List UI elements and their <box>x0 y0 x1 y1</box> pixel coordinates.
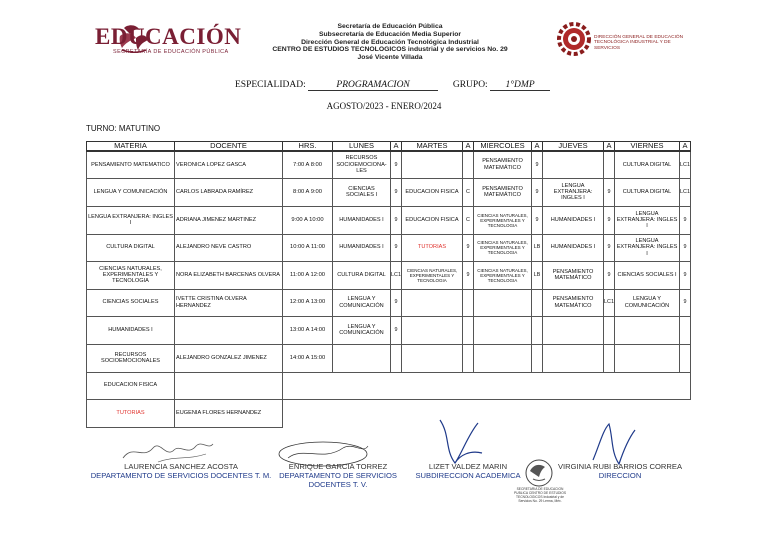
cell-miercoles: PENSAMIENTO MATEMÁTICO <box>474 178 532 206</box>
header-line: Secretaría de Educación Pública <box>337 23 443 30</box>
cell-aula: 9 <box>391 178 402 206</box>
cell-jueves: HUMANIDADES I <box>543 234 604 261</box>
cell-jueves <box>543 316 604 344</box>
sep-logo-subtitle: SECRETARÍA DE EDUCACIÓN PÚBLICA <box>113 49 229 55</box>
cell-aula <box>680 344 691 372</box>
shift-label: TURNO: MATUTINO <box>86 124 161 133</box>
table-row <box>87 151 691 178</box>
cell-hrs: 8:00 A 9:00 <box>283 178 333 206</box>
cell-viernes <box>615 316 680 344</box>
cell-lunes: LENGUA Y COMUNICACIÓN <box>333 316 391 344</box>
especialidad-label: ESPECIALIDAD: <box>235 80 306 90</box>
cell-aula <box>532 344 543 372</box>
signer-name: LAURENCIA SANCHEZ ACOSTA <box>124 462 238 471</box>
cell-materia: HUMANIDADES I <box>87 316 175 344</box>
cell-aula <box>463 151 474 178</box>
col-header: DOCENTE <box>175 142 283 152</box>
cell-docente: VERONICA LOPEZ GASCA <box>175 151 283 178</box>
cell-aula: LB <box>532 234 543 261</box>
cell-materia: LENGUA EXTRANJERA: INGLES I <box>87 206 175 234</box>
cell-aula: 9 <box>391 289 402 316</box>
cell-lunes: LENGUA Y COMUNICACIÓN <box>333 289 391 316</box>
cell-docente: NORA ELIZABETH BARCENAS OLVERA <box>175 261 283 289</box>
cell-aula <box>463 289 474 316</box>
cell-jueves: PENSAMIENTO MATEMÁTICO <box>543 261 604 289</box>
cell-miercoles: PENSAMIENTO MATEMÁTICO <box>474 151 532 178</box>
cell-materia: PENSAMIENTO MATEMATICO <box>87 151 175 178</box>
col-header: VIERNES <box>615 142 680 152</box>
signer-dept: DEPARTAMENTO DE SERVICIOS DOCENTES T. M. <box>90 471 272 480</box>
cell-hrs: 7:00 A 8:00 <box>283 151 333 178</box>
signature-block <box>556 462 684 480</box>
cell-aula: 9 <box>680 289 691 316</box>
cell-materia: CULTURA DIGITAL <box>87 234 175 261</box>
cell-aula: LC1 <box>391 261 402 289</box>
cell-aula: 9 <box>532 206 543 234</box>
cell-lunes: HUMANIDADES I <box>333 206 391 234</box>
cell-aula: C <box>463 206 474 234</box>
cell-jueves <box>543 344 604 372</box>
signer-dept: DEPARTAMENTO DE SERVICIOS DOCENTES T. V. <box>279 471 397 489</box>
cell-martes: CIENCIAS NATURALES, EXPERIMENTALES Y TECNOLOGIA <box>402 261 463 289</box>
cell-aula: 9 <box>680 261 691 289</box>
cell-aula: 9 <box>604 178 615 206</box>
signature-block <box>86 462 276 480</box>
signer-dept: DIRECCION <box>598 471 642 480</box>
cell-hrs: 12:00 A 13:00 <box>283 289 333 316</box>
seal-text: SECRETARIA DE EDUCACION PUBLICA CENTRO DE ESTUDIOS TECNOLOGICOS Industrial y de Servicios No. 29 Lerma, Méx. <box>513 487 567 503</box>
signer-dept: SUBDIRECCION ACADEMICA <box>415 471 521 480</box>
cell-docente: IVETTE CRISTINA OLVERA HERNANDEZ <box>175 289 283 316</box>
cell-aula: 9 <box>391 206 402 234</box>
header-line: Dirección General de Educación Tecnológica Industrial <box>301 38 479 46</box>
cell-aula: LB <box>532 261 543 289</box>
cell-aula: 9 <box>680 234 691 261</box>
dgeti-text: DIRECCIÓN GENERAL DE EDUCACIÓN TECNOLÓGICA INDUSTRIAL Y DE SERVICIOS <box>594 35 684 51</box>
signer-name: LIZET VALDEZ MARIN <box>428 462 508 471</box>
cell-aula: LC1 <box>680 151 691 178</box>
cell-miercoles <box>474 316 532 344</box>
table-row <box>87 372 691 399</box>
school-period: AGOSTO/2023 - ENERO/2024 <box>326 101 442 111</box>
cell-aula: LC1 <box>604 289 615 316</box>
col-header: MIERCOLES <box>474 142 532 152</box>
cell-hrs: 14:00 A 15:00 <box>283 344 333 372</box>
cell-docente: ADRIANA JIMENEZ MARTINEZ <box>175 206 283 234</box>
header-line: Subsecretaría de Educación Media Superior <box>318 30 462 38</box>
cell-jueves: LENGUA EXTRANJERA: INGLES I <box>543 178 604 206</box>
cell-hrs: 10:00 A 11:00 <box>283 234 333 261</box>
cell-aula: 9 <box>604 261 615 289</box>
cell-aula: LC1 <box>680 178 691 206</box>
cell-martes <box>402 316 463 344</box>
specialty-row <box>235 80 550 91</box>
col-header: A <box>680 142 691 152</box>
cell-viernes: LENGUA EXTRANJERA: INGLES I <box>615 206 680 234</box>
cell-aula <box>604 151 615 178</box>
schedule-table <box>86 141 691 428</box>
col-header: MARTES <box>402 142 463 152</box>
cell-viernes: CIENCIAS SOCIALES I <box>615 261 680 289</box>
institution-header <box>230 23 550 62</box>
cell-martes: EDUCACION FISICA <box>402 206 463 234</box>
signer-name: ENRIQUE GARCIA TORREZ <box>288 462 388 471</box>
header-line: José Vicente Villada <box>357 54 423 62</box>
cell-martes <box>402 344 463 372</box>
col-header: A <box>532 142 543 152</box>
table-row <box>87 234 691 261</box>
cell-materia: LENGUA Y COMUNICACIÓN <box>87 178 175 206</box>
cell-docente: CARLOS LABRADA RAMÍREZ <box>175 178 283 206</box>
col-header: HRS. <box>283 142 333 152</box>
cell-hrs: 9:00 A 10:00 <box>283 206 333 234</box>
cell-materia: CIENCIAS SOCIALES <box>87 289 175 316</box>
header-line: CENTRO DE ESTUDIOS TECNOLOGICOS industrial y de servicios No. 29 <box>272 46 508 54</box>
cell-martes: TUTORIAS <box>402 234 463 261</box>
signature-block <box>408 462 528 480</box>
cell-viernes <box>615 344 680 372</box>
cell-materia: RECURSOS SOCIOEMOCIONALES <box>87 344 175 372</box>
cell-viernes: LENGUA EXTRANJERA: INGLES I <box>615 234 680 261</box>
cell-aula: 9 <box>532 178 543 206</box>
cell-aula: 9 <box>391 151 402 178</box>
table-row <box>87 261 691 289</box>
col-header: MATERIA <box>87 142 175 152</box>
especialidad-value: PROGRAMACION <box>308 80 438 91</box>
table-row <box>87 344 691 372</box>
cell-aula <box>463 344 474 372</box>
cell-empty <box>283 372 691 399</box>
cell-docente: ALEJANDRO GONZALEZ JIMENEZ <box>175 344 283 372</box>
col-header: JUEVES <box>543 142 604 152</box>
col-header: A <box>604 142 615 152</box>
cell-miercoles: CIENCIAS NATURALES, EXPERIMENTALES Y TECNOLOGIA <box>474 206 532 234</box>
dgeti-gear-logo <box>556 21 592 57</box>
cell-viernes: CULTURA DIGITAL <box>615 178 680 206</box>
table-row <box>87 289 691 316</box>
cell-martes <box>402 289 463 316</box>
table-row <box>87 316 691 344</box>
cell-lunes: RECURSOS SOCIOEMOCIONA-LES <box>333 151 391 178</box>
cell-docente: ALEJANDRO NEVE CASTRO <box>175 234 283 261</box>
cell-hrs: 13:00 A 14:00 <box>283 316 333 344</box>
signature-block <box>258 462 418 489</box>
cell-aula <box>680 316 691 344</box>
cell-aula: 9 <box>391 316 402 344</box>
cell-materia: EDUCACION FISICA <box>87 372 175 399</box>
sep-logo-word: EDUCACIÓN <box>95 24 242 49</box>
cell-miercoles: CIENCIAS NATURALES, EXPERIMENTALES Y TECNOLOGIA <box>474 234 532 261</box>
cell-aula: 9 <box>391 234 402 261</box>
cell-aula <box>391 344 402 372</box>
cell-aula: 9 <box>463 261 474 289</box>
cell-miercoles <box>474 344 532 372</box>
cell-aula <box>532 289 543 316</box>
grupo-value: 1°DMP <box>490 80 550 91</box>
cell-aula <box>463 316 474 344</box>
cell-aula: 9 <box>463 234 474 261</box>
cell-lunes: CULTURA DIGITAL <box>333 261 391 289</box>
cell-docente <box>175 316 283 344</box>
cell-aula: 9 <box>604 206 615 234</box>
cell-jueves: PENSAMIENTO MATEMÁTICO <box>543 289 604 316</box>
col-header: LUNES <box>333 142 391 152</box>
cell-aula <box>604 316 615 344</box>
cell-jueves: HUMANIDADES I <box>543 206 604 234</box>
cell-martes <box>402 151 463 178</box>
cell-docente: EUGENIA FLORES HERNANDEZ <box>175 399 283 427</box>
col-header: A <box>463 142 474 152</box>
cell-martes: EDUCACION FISICA <box>402 178 463 206</box>
cell-aula <box>604 344 615 372</box>
cell-lunes: CIENCIAS SOCIALES I <box>333 178 391 206</box>
table-row <box>87 178 691 206</box>
cell-materia: CIENCIAS NATURALES, EXPERIMENTALES Y TECNOLOGIA <box>87 261 175 289</box>
grupo-label: GRUPO: <box>452 80 488 90</box>
cell-materia: TUTORIAS <box>87 399 175 427</box>
cell-hrs: 11:00 A 12:00 <box>283 261 333 289</box>
signer-name: VIRGINIA RUBI BARRIOS CORREA <box>557 462 683 471</box>
table-row <box>87 206 691 234</box>
cell-aula <box>532 316 543 344</box>
table-header-row <box>87 142 691 152</box>
cell-aula: C <box>463 178 474 206</box>
cell-docente <box>175 372 283 399</box>
cell-viernes: LENGUA Y COMUNICACIÓN <box>615 289 680 316</box>
cell-jueves <box>543 151 604 178</box>
cell-miercoles: CIENCIAS NATURALES, EXPERIMENTALES Y TECNOLOGIA <box>474 261 532 289</box>
cell-aula: 9 <box>604 234 615 261</box>
cell-viernes: CULTURA DIGITAL <box>615 151 680 178</box>
cell-aula: 9 <box>680 206 691 234</box>
cell-lunes: HUMANIDADES I <box>333 234 391 261</box>
col-header: A <box>391 142 402 152</box>
cell-lunes <box>333 344 391 372</box>
cell-miercoles <box>474 289 532 316</box>
cell-aula: 9 <box>532 151 543 178</box>
